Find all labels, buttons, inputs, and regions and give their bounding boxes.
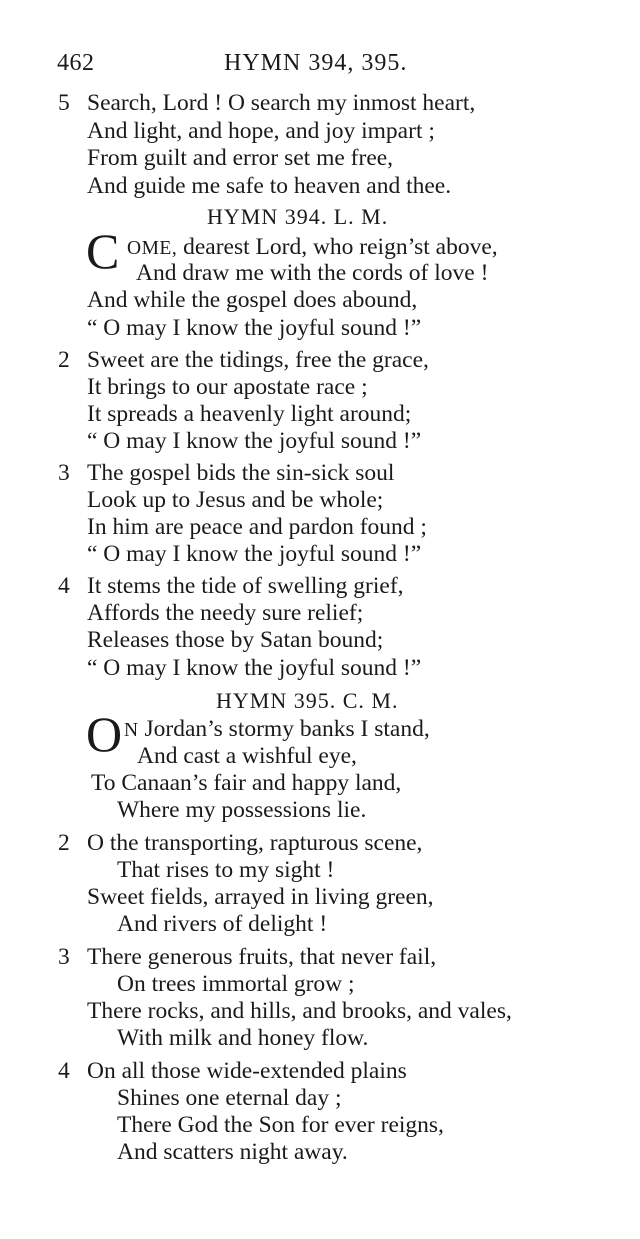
verse-line: Sweet fields, arrayed in living green, [87,884,434,910]
drop-cap: O [86,706,123,762]
verse-line: “ O may I know the joyful sound !” [87,541,422,567]
verse-number: 2 [58,347,70,373]
drop-cap: C [86,223,120,279]
verse-number: 3 [58,460,70,486]
verse-line: There generous fruits, that never fail, [87,944,437,970]
verse-line: There God the Son for ever reigns, [117,1112,444,1138]
verse-number: 3 [58,944,70,970]
verse-number: 2 [58,830,70,856]
verse-line: There rocks, and hills, and brooks, and vales, [87,998,512,1024]
verse-line: In him are peace and pardon found ; [87,514,427,540]
verse-number: 4 [58,1058,70,1084]
verse-line: That rises to my sight ! [117,857,335,883]
verse-line: Sweet are the tidings, free the grace, [87,347,429,373]
verse-line: With milk and honey flow. [117,1025,369,1051]
verse-line: “ O may I know the joyful sound !” [87,655,422,681]
first-line-caps: OME, [127,238,178,259]
verse-line: Releases those by Satan bound; [87,627,384,653]
first-line [127,236,498,260]
first-line [124,718,430,742]
verse-number: 5 [58,90,70,116]
verse-line: And cast a wishful eye, [137,743,357,769]
verse-line: On trees immortal grow ; [117,971,355,997]
verse-line: On all those wide-extended plains [87,1058,407,1084]
verse-line: And guide me safe to heaven and thee. [87,173,452,199]
verse-line: Where my possessions lie. [117,797,367,823]
verse-line: Shines one eternal day ; [117,1085,342,1111]
page-number: 462 [57,50,95,76]
verse-line: To Canaan’s fair and happy land, [91,770,402,796]
verse-line: And scatters night away. [117,1139,348,1165]
verse-line: The gospel bids the sin-sick soul [87,460,395,486]
first-line-rest: dearest Lord, who reign’st above, [177,234,498,260]
hymn-395-heading: HYMN 395. C. M. [216,688,399,713]
verse-line: It stems the tide of swelling grief, [87,573,404,599]
verse-line: From guilt and error set me free, [87,145,394,171]
verse-line: Look up to Jesus and be whole; [87,487,384,513]
verse-line: And draw me with the cords of love ! [136,260,489,286]
first-line-rest: Jordan’s stormy banks I stand, [138,716,430,742]
verse-line: “ O may I know the joyful sound !” [87,428,422,454]
verse-line: “ O may I know the joyful sound !” [87,315,422,341]
verse-line: O the transporting, rapturous scene, [87,830,423,856]
verse-line: It spreads a heavenly light around; [87,401,412,427]
verse-line: And while the gospel does abound, [87,287,418,313]
verse-line: And light, and hope, and joy impart ; [87,118,435,144]
verse-line: And rivers of delight ! [117,911,328,937]
verse-line: It brings to our apostate race ; [87,374,368,400]
verse-line: Affords the needy sure relief; [87,600,364,626]
verse-line: Search, Lord ! O search my inmost heart, [87,90,476,116]
verse-number: 4 [58,573,70,599]
hymn-394-heading: HYMN 394. L. M. [207,204,389,229]
running-head: HYMN 394, 395. [224,50,408,76]
first-line-caps: N [124,720,139,741]
